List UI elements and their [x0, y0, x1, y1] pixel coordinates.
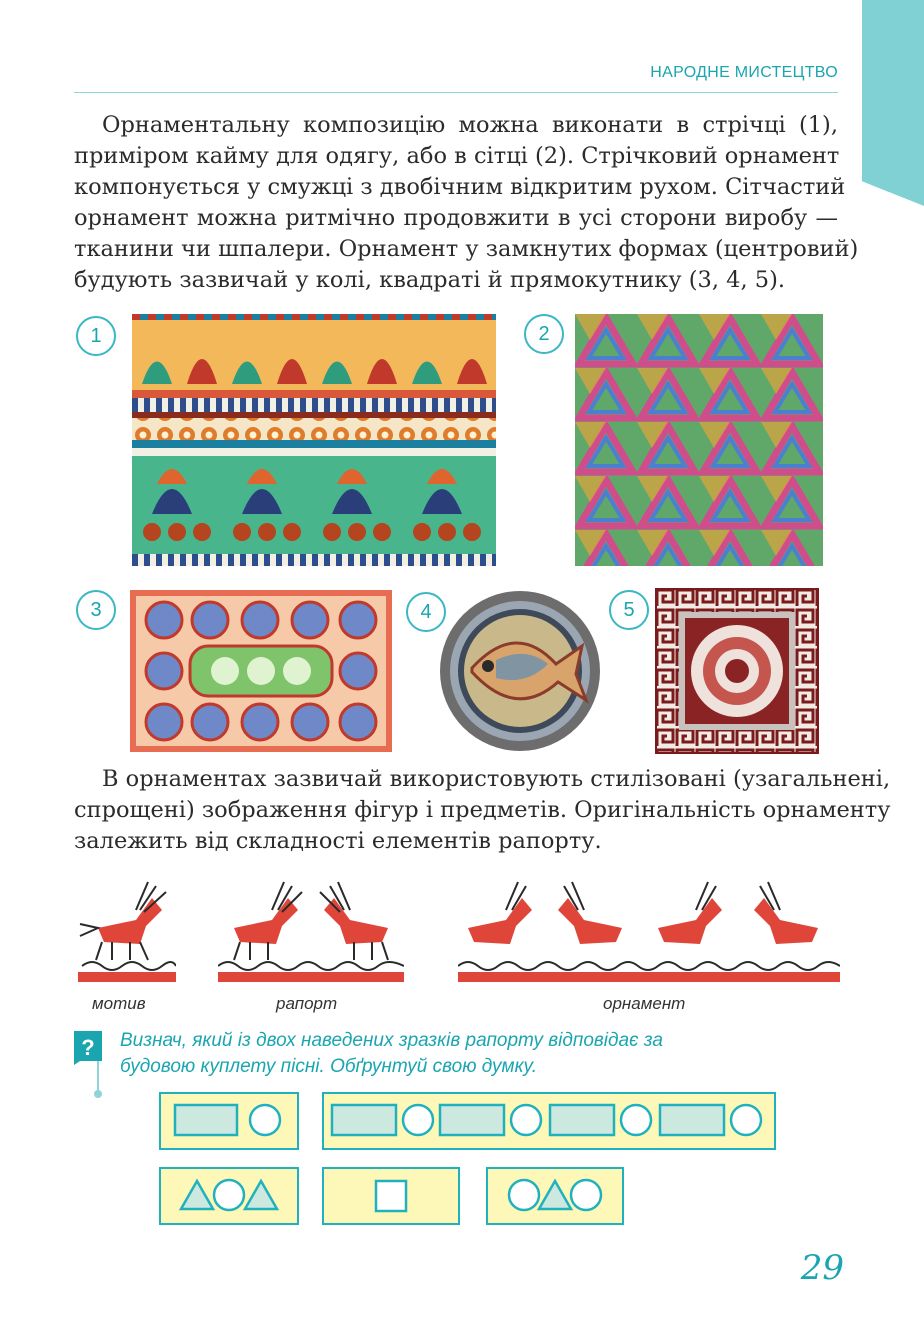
paragraph-2: [74, 764, 891, 857]
paragraph-line: приміром кайму для одягу, або в сітці (2). Стрічковий орнамент: [74, 143, 840, 169]
net-ornament-image: [575, 314, 823, 566]
paragraph-line: будують зазвичай у колі, квадраті й прямокутнику (3, 4, 5).: [74, 267, 786, 293]
paragraph-line: тканини чи шпалери. Орнамент у замкнутих формах (центровий): [74, 236, 859, 262]
question-text: [120, 1028, 840, 1080]
question-line-1: Визнач, який із двох наведених зразків рапорту відповідає за: [120, 1030, 663, 1051]
paragraph-line: залежить від складності елементів рапорту.: [74, 828, 602, 854]
pattern-box-3: [159, 1167, 299, 1225]
paragraph-line: Орнаментальну композицію можна виконати в стрічці (1),: [102, 112, 838, 138]
section-header: НАРОДНЕ МИСТЕЦТВО: [650, 64, 838, 81]
caption-motif: мотив: [92, 994, 146, 1013]
figure-number-5: 5: [609, 590, 649, 630]
circle-ornament-image: [436, 590, 604, 752]
rectangle-ornament-image: [130, 590, 392, 752]
corner-tab: [862, 0, 924, 206]
paragraph-line: орнамент можна ритмічно продовжити в усі сторони виробу —: [74, 205, 838, 231]
pattern-box-4: [322, 1167, 460, 1225]
repeat-image: [218, 880, 404, 984]
figure-number-4: 4: [406, 592, 446, 632]
paragraph-line: компонується у смужці з двобічним відкритим рухом. Сітчастий: [74, 174, 846, 200]
motif-image: [78, 880, 176, 984]
page-number: 29: [800, 1248, 844, 1288]
figure-number-1: 1: [76, 316, 116, 356]
question-mark-icon: [74, 1031, 102, 1065]
paragraph-1: [74, 110, 859, 296]
ornament-image: [458, 880, 840, 984]
paragraph-line: В орнаментах зазвичай використовують стилізовані (узагальнені,: [102, 766, 891, 792]
pattern-box-2: [322, 1092, 776, 1150]
caption-repeat: рапорт: [276, 994, 338, 1013]
ribbon-ornament-image: [132, 314, 496, 566]
square-ornament-image: [655, 588, 819, 754]
question-line-2: будовою куплету пісні. Обґрунтуй свою думку.: [120, 1056, 538, 1077]
header-rule: [74, 92, 838, 93]
caption-ornament: орнамент: [603, 994, 686, 1013]
pattern-box-5: [486, 1167, 624, 1225]
svg-text:?: ?: [81, 1035, 95, 1060]
figure-number-2: 2: [524, 314, 564, 354]
pattern-box-1: [159, 1092, 299, 1150]
paragraph-line: спрощені) зображення фігур і предметів. Оригінальність орнаменту: [74, 797, 891, 823]
figure-number-3: 3: [76, 590, 116, 630]
